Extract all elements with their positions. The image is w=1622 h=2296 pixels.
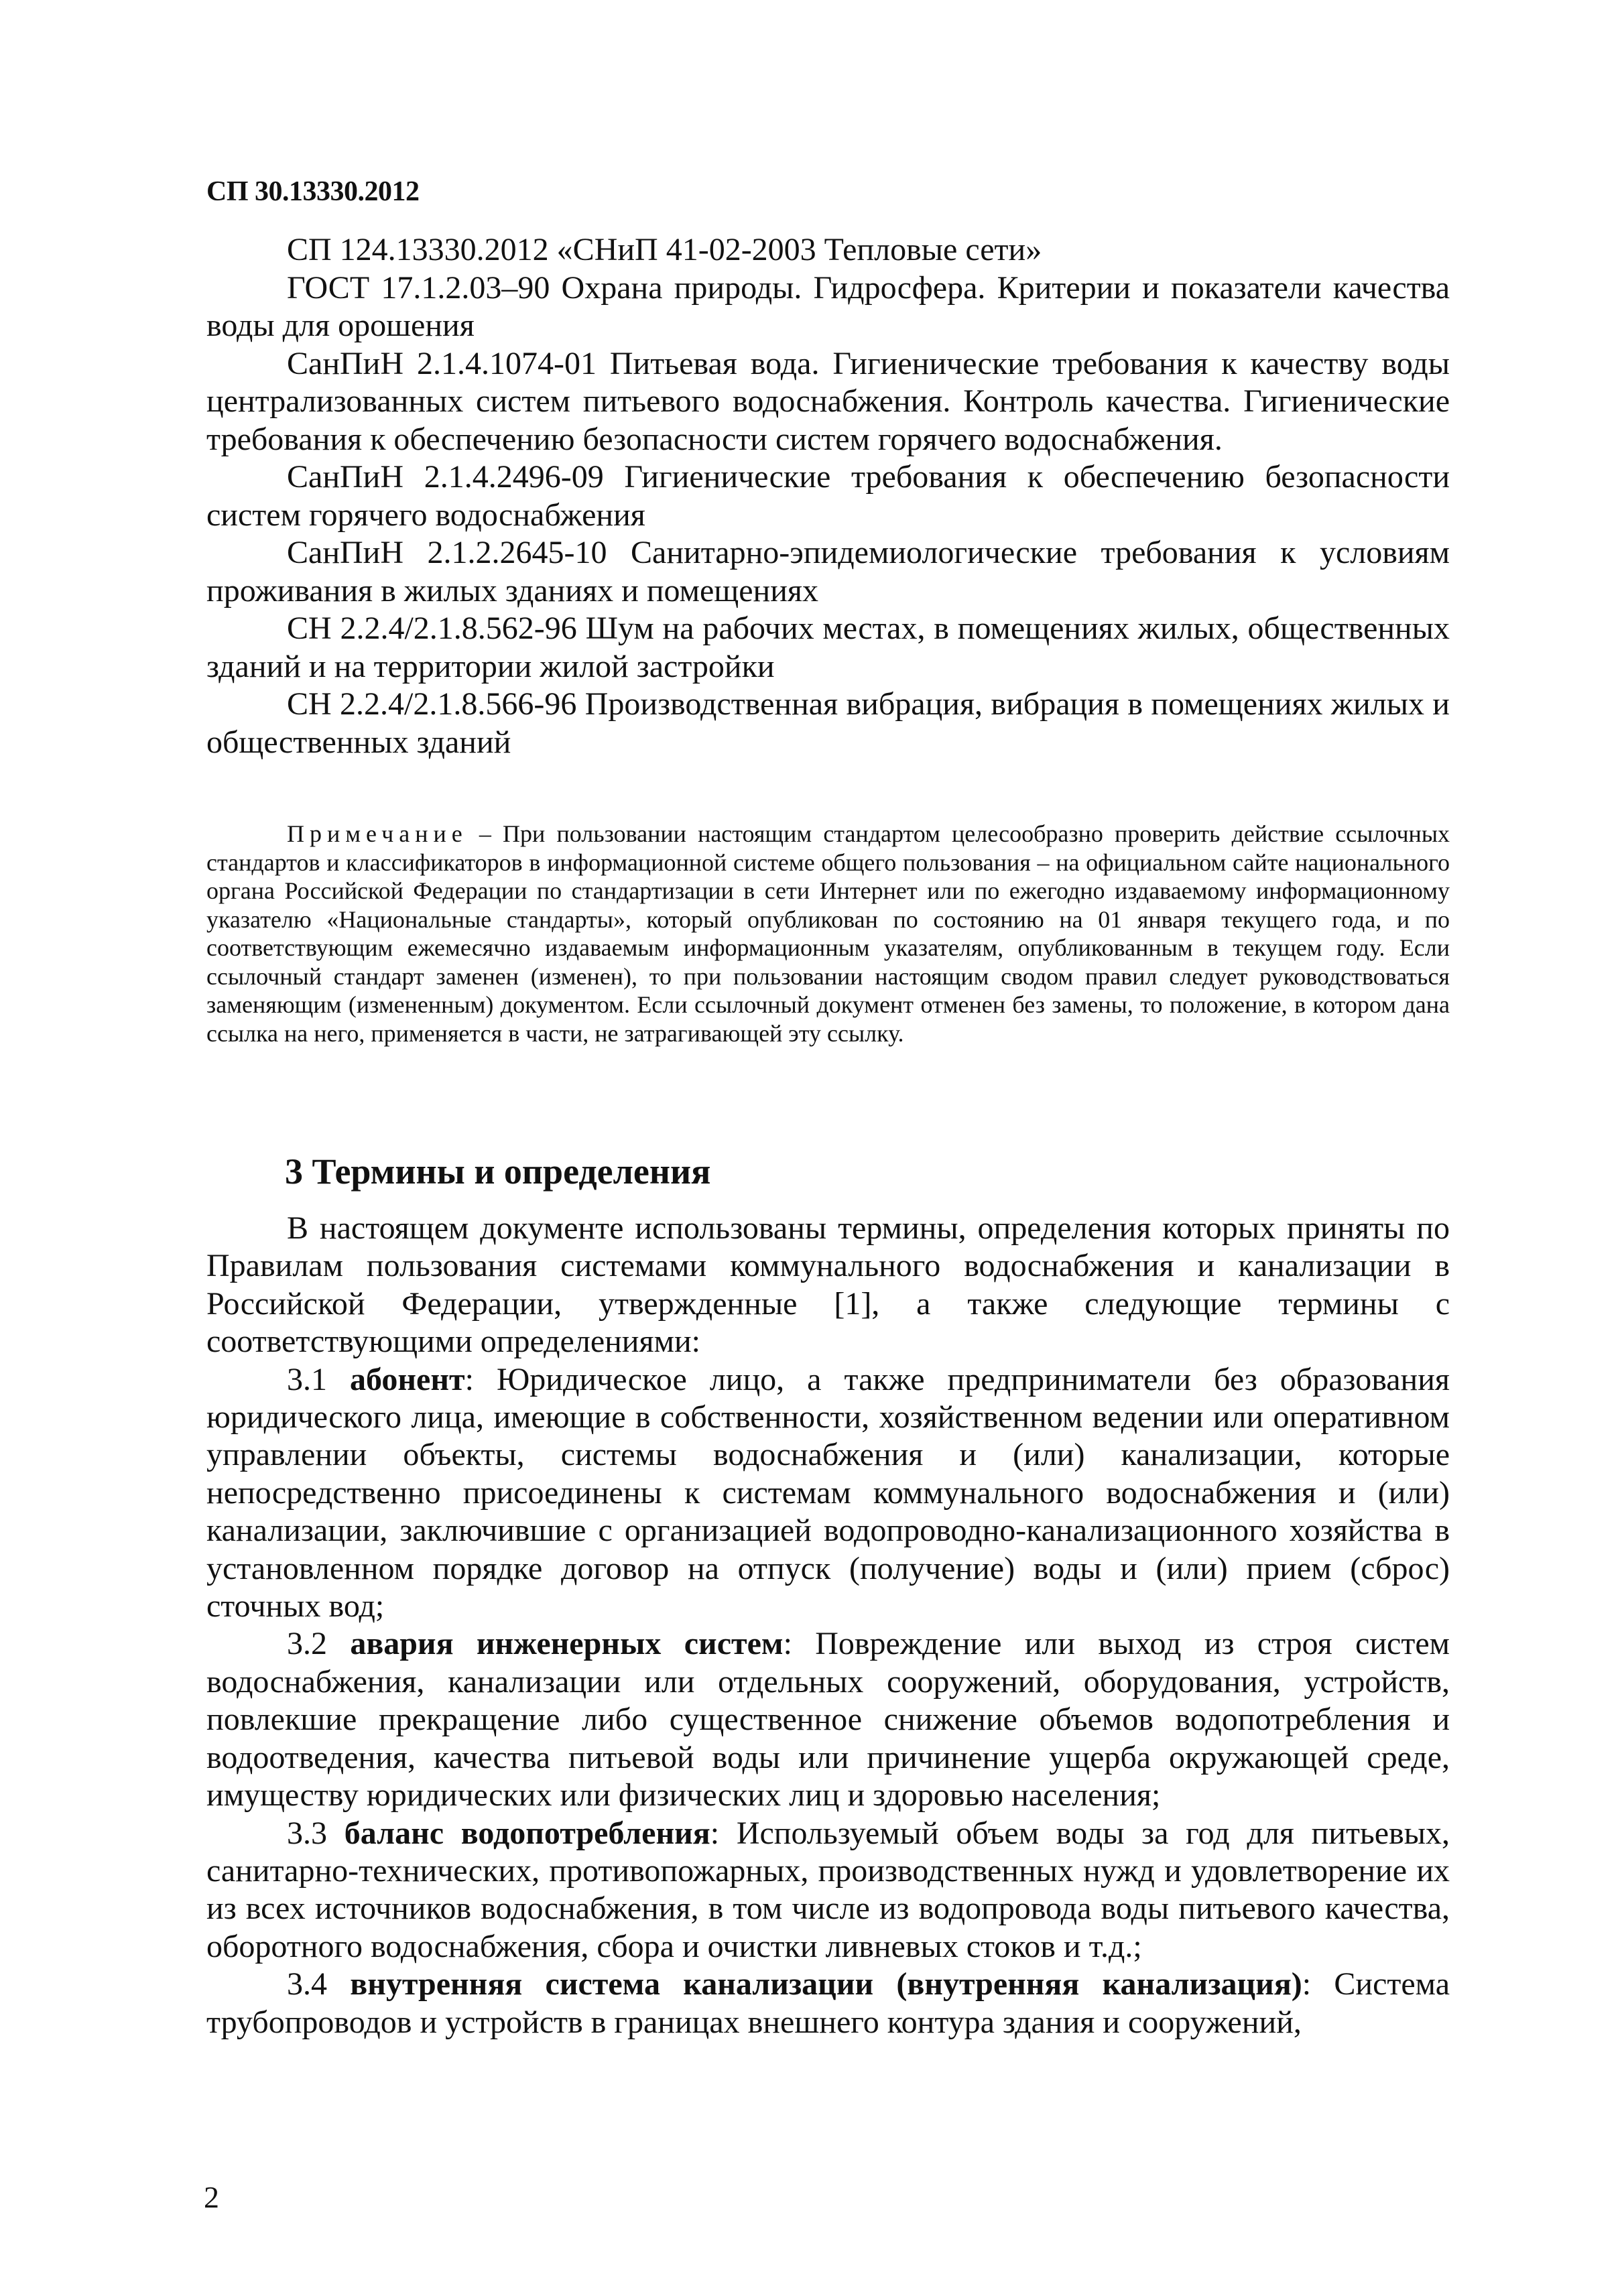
term-definition	[206, 1966, 1450, 2041]
term-text: : Используемый объем воды за год для питьевых, санитарно-технических, противопожарных, производственных нужд и удовлетворение их из всех источников водоснабжения, в том числе из водопровода воды питьевого качества, оборотного водоснабжения, сбора и очистки ливневых стоков и т.д.;	[206, 1815, 1450, 1964]
document-code-header: СП 30.13330.2012	[206, 176, 420, 207]
reference-item: СанПиН 2.1.2.2645-10 Санитарно-эпидемиологические требования к условиям проживания в жилых зданиях и помещениях	[206, 535, 1450, 609]
term-number: 3.3	[287, 1815, 327, 1851]
reference-item: СН 2.2.4/2.1.8.566-96 Производственная вибрация, вибрация в помещениях жилых и общественных зданий	[206, 686, 1450, 760]
term-definition	[206, 1815, 1450, 1966]
term-number: 3.4	[287, 1966, 327, 2002]
term-name: абонент	[350, 1361, 465, 1397]
page-number: 2	[204, 2180, 219, 2214]
term-text: : Повреждение или выход из строя систем водоснабжения, канализации или отдельных сооружений, оборудования, устройств, повлекшие прекращение либо существенное снижение объемов водопотребления и водоотведения, качества питьевой воды или причинение ущерба окружающей среде, имуществу юридических или физических лиц и здоровью населения;	[206, 1626, 1450, 1813]
term-text: : Юридическое лицо, а также предприниматели без образования юридического лица, имеющие в собственности, хозяйственном ведении или оперативном управлении объекты, системы водоснабжения и (или) канализации, которые непосредственно присоединены к системам коммунального водоснабжения и (или) канализации, заключившие с организацией водопроводно-канализационного хозяйства в установленном порядке договор на отпуск (получение) воды и (или) прием (сброс) сточных вод;	[206, 1361, 1450, 1624]
section-intro: В настоящем документе использованы термины, определения которых приняты по Правилам пользования системами коммунального водоснабжения и канализации в Российской Федерации, утвержденные [1], а также следующие термины с соответствующими определениями:	[206, 1210, 1450, 1360]
note-paragraph	[206, 820, 1450, 1047]
note-text: – При пользовании настоящим стандартом целесообразно проверить действие ссылочных стандартов и классификаторов в информационной системе общего пользования – на официальном сайте национального органа Российской Федерации по стандартизации в сети Интернет или по ежегодно издаваемому информационному указателю «Национальные стандарты», который опубликован по состоянию на 01 января текущего года, и по соответствующим ежемесячно издаваемым информационным указателям, опубликованным в текущем году. Если ссылочный стандарт заменен (изменен), то при пользовании настоящим сводом правил следует руководствоваться заменяющим (измененным) документом. Если ссылочный документ отменен без замены, то положение, в котором дана ссылка на него, применяется в части, не затрагивающей эту ссылку.	[206, 820, 1450, 1047]
term-name: внутренняя система канализации (внутренняя канализация)	[350, 1966, 1302, 2002]
reference-item: ГОСТ 17.1.2.03–90 Охрана природы. Гидросфера. Критерии и показатели качества воды для орошения	[206, 269, 1450, 343]
section-title: 3 Термины и определения	[285, 1151, 711, 1192]
term-number: 3.1	[287, 1361, 327, 1397]
term-name: авария инженерных систем	[350, 1626, 784, 1662]
term-text: : Система трубопроводов и устройств в границах внешнего контура здания и сооружений,	[206, 1966, 1450, 2040]
reference-item: СанПиН 2.1.4.1074-01 Питьевая вода. Гигиенические требования к качеству воды централизованных систем питьевого водоснабжения. Контроль качества. Гигиенические требования к обеспечению безопасности систем горячего водоснабжения.	[206, 345, 1450, 457]
term-name: баланс водопотребления	[344, 1815, 710, 1851]
term-definition	[206, 1361, 1450, 1626]
term-definition	[206, 1625, 1450, 1814]
terms-section	[206, 1210, 1450, 2041]
reference-item: СП 124.13330.2012 «СНиП 41-02-2003 Тепловые сети»	[287, 232, 1042, 267]
note-label: Примечание	[287, 820, 468, 847]
normative-references-list	[206, 231, 1450, 761]
term-number: 3.2	[287, 1626, 327, 1662]
reference-item: СН 2.2.4/2.1.8.562-96 Шум на рабочих местах, в помещениях жилых, общественных зданий и на территории жилой застройки	[206, 611, 1450, 684]
reference-item: СанПиН 2.1.4.2496-09 Гигиенические требования к обеспечению безопасности систем горячего водоснабжения	[206, 459, 1450, 533]
